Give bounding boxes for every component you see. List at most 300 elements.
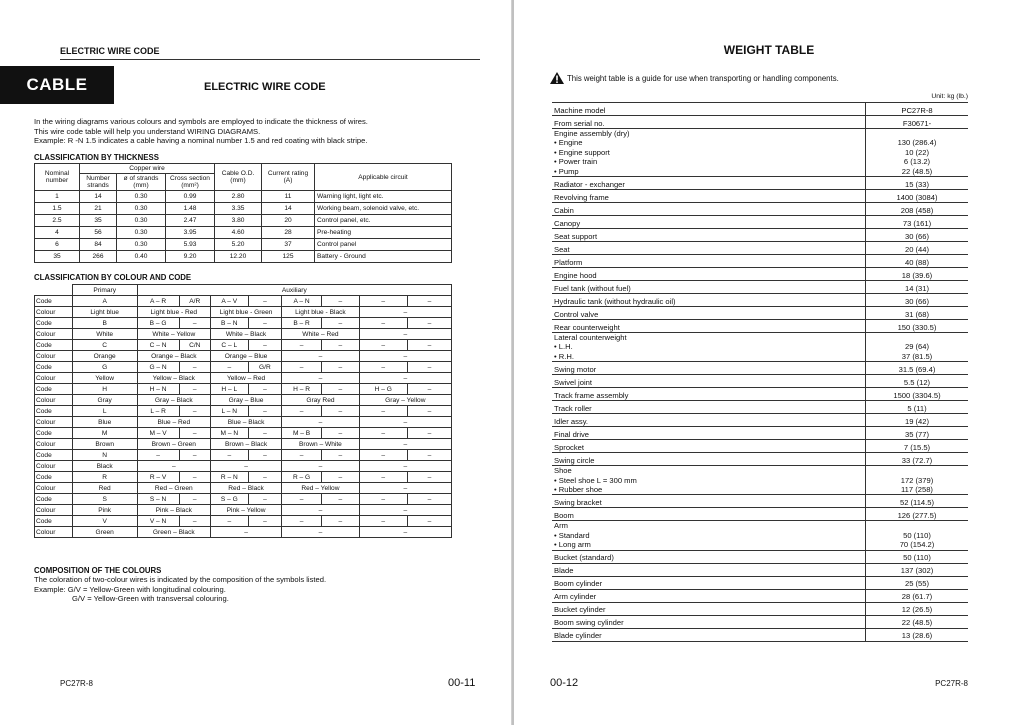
table-cell: 3.95 bbox=[166, 227, 215, 239]
item-label: Platform bbox=[554, 257, 583, 267]
value-cell: 7 (15.5) bbox=[866, 440, 969, 453]
table-row bbox=[552, 375, 968, 388]
table-cell: Pink – Yellow bbox=[210, 505, 281, 516]
row-label: Code bbox=[35, 472, 73, 483]
item-cell bbox=[552, 229, 866, 242]
table-cell: – bbox=[359, 417, 451, 428]
table-cell: – bbox=[248, 340, 282, 351]
value-cell: 28 (61.7) bbox=[866, 589, 969, 602]
value-cell: F30671- bbox=[866, 116, 969, 129]
table-cell: White – Yellow bbox=[137, 329, 210, 340]
table-cell: – bbox=[359, 450, 407, 461]
bullet-icon: • bbox=[554, 138, 559, 148]
item-label: Boom cylinder bbox=[554, 579, 603, 589]
table-cell: 84 bbox=[80, 239, 117, 251]
table-cell: 4.60 bbox=[215, 227, 262, 239]
sub-item-label: Standard bbox=[558, 530, 590, 540]
sub-value: 6 (13.2) bbox=[903, 157, 931, 167]
running-header: ELECTRIC WIRE CODE bbox=[60, 46, 160, 56]
table-cell: M – N bbox=[210, 428, 248, 439]
table-cell: M bbox=[72, 428, 137, 439]
item-cell bbox=[552, 628, 866, 641]
sub-value: 29 (64) bbox=[904, 342, 930, 352]
item-cell bbox=[552, 589, 866, 602]
table-cell: A/R bbox=[179, 296, 210, 307]
table-cell: – bbox=[359, 428, 407, 439]
table-cell: 9.20 bbox=[166, 251, 215, 263]
sub-item-label: Power train bbox=[558, 157, 598, 167]
item-cell bbox=[552, 103, 866, 116]
table-cell: B – N bbox=[210, 318, 248, 329]
table-cell: – bbox=[210, 527, 281, 538]
th-primary: Primary bbox=[72, 285, 137, 296]
item-label: From serial no. bbox=[554, 118, 605, 128]
table-cell: L – N bbox=[210, 406, 248, 417]
th-rating: Current rating (A) bbox=[262, 164, 315, 191]
table-cell: Red – Yellow bbox=[282, 483, 360, 494]
value-cell: 33 (72.7) bbox=[866, 453, 969, 466]
table-cell: White bbox=[72, 329, 137, 340]
table-cell: 2.80 bbox=[215, 191, 262, 203]
table-row bbox=[552, 103, 968, 116]
table-cell: A – N bbox=[282, 296, 322, 307]
item-label: Swivel joint bbox=[554, 377, 592, 387]
intro-text bbox=[34, 117, 464, 146]
table-cell: Orange – Black bbox=[137, 351, 210, 362]
table-cell: 0.30 bbox=[117, 191, 166, 203]
item-label: Canopy bbox=[554, 218, 581, 228]
row-label: Code bbox=[35, 384, 73, 395]
table-cell: S bbox=[72, 494, 137, 505]
table-cell: Gray Red bbox=[282, 395, 360, 406]
table-cell: – bbox=[359, 461, 451, 472]
table-cell: A bbox=[72, 296, 137, 307]
table-cell: Brown – White bbox=[282, 439, 360, 450]
item-label: Swing circle bbox=[554, 455, 595, 465]
item-label: Track frame assembly bbox=[554, 390, 629, 400]
table-cell: M – V bbox=[137, 428, 179, 439]
table-cell: – bbox=[321, 494, 359, 505]
table-row bbox=[552, 177, 968, 190]
table-cell: – bbox=[179, 318, 210, 329]
value-cell: 18 (39.6) bbox=[866, 268, 969, 281]
item-label: Blade bbox=[554, 566, 574, 576]
item-label: Rear counterweight bbox=[554, 322, 620, 332]
sub-item-label: Rubber shoe bbox=[558, 485, 603, 495]
table-cell: – bbox=[359, 362, 407, 373]
value-cell bbox=[866, 521, 969, 550]
table-cell: 12.20 bbox=[215, 251, 262, 263]
table-cell: – bbox=[210, 516, 248, 527]
bullet-icon: • bbox=[554, 540, 559, 550]
table-cell: – bbox=[179, 384, 210, 395]
item-label: Boom swing cylinder bbox=[554, 618, 624, 628]
table-row bbox=[35, 428, 452, 439]
value-spacer bbox=[868, 129, 966, 138]
sub-value: 37 (81.5) bbox=[901, 351, 933, 361]
table-cell: – bbox=[321, 406, 359, 417]
table-row bbox=[552, 427, 968, 440]
bullet-icon: • bbox=[554, 166, 559, 176]
sub-item bbox=[554, 138, 863, 147]
sub-item-label: R.H. bbox=[558, 351, 574, 361]
table-row bbox=[552, 362, 968, 375]
table-cell: 0.99 bbox=[166, 191, 215, 203]
table-cell: N bbox=[72, 450, 137, 461]
table-cell: Control panel, etc. bbox=[315, 215, 452, 227]
row-label: Code bbox=[35, 362, 73, 373]
item-label: Seat support bbox=[554, 231, 598, 241]
table-row bbox=[35, 472, 452, 483]
table-row bbox=[552, 116, 968, 129]
table-cell: H – R bbox=[282, 384, 322, 395]
right-page bbox=[514, 0, 1024, 725]
th-diam: ø of strands (mm) bbox=[117, 174, 166, 191]
table-cell: Brown bbox=[72, 439, 137, 450]
row-label: Code bbox=[35, 494, 73, 505]
table-cell: Control panel bbox=[315, 239, 452, 251]
table-cell: V – N bbox=[137, 516, 179, 527]
table-row bbox=[35, 373, 452, 384]
bullet-icon: • bbox=[554, 157, 559, 167]
table-row bbox=[35, 215, 452, 227]
table-row bbox=[552, 495, 968, 508]
row-label: Colour bbox=[35, 351, 73, 362]
value-cell: 25 (55) bbox=[866, 576, 969, 589]
weight-table-title: WEIGHT TABLE bbox=[723, 43, 815, 57]
table-cell: – bbox=[179, 516, 210, 527]
value-cell: 1400 (3084) bbox=[866, 190, 969, 203]
sub-item-label: Engine bbox=[558, 138, 583, 148]
table-cell: Gray – Blue bbox=[210, 395, 281, 406]
table-row bbox=[35, 505, 452, 516]
sub-item bbox=[554, 485, 863, 494]
table-row bbox=[552, 550, 968, 563]
item-cell bbox=[552, 508, 866, 521]
table-cell: – bbox=[248, 472, 282, 483]
table-cell: – bbox=[282, 362, 322, 373]
item-cell bbox=[552, 563, 866, 576]
page-title: ELECTRIC WIRE CODE bbox=[204, 81, 326, 93]
table-row bbox=[552, 229, 968, 242]
table-cell: Gray bbox=[72, 395, 137, 406]
table-cell: – bbox=[407, 362, 451, 373]
item-cell bbox=[552, 333, 866, 362]
item-cell bbox=[552, 216, 866, 229]
table-cell: 0.30 bbox=[117, 239, 166, 251]
table-row bbox=[35, 362, 452, 373]
table-cell: – bbox=[179, 428, 210, 439]
item-cell bbox=[552, 495, 866, 508]
bullet-icon: • bbox=[554, 485, 559, 495]
table-cell: – bbox=[407, 406, 451, 417]
table-cell: A – R bbox=[137, 296, 179, 307]
th-cross: Cross section (mm²) bbox=[166, 174, 215, 191]
table-cell: – bbox=[248, 450, 282, 461]
table-cell: R bbox=[72, 472, 137, 483]
table-row bbox=[35, 296, 452, 307]
table-row bbox=[552, 521, 968, 550]
item-label: Control valve bbox=[554, 309, 599, 319]
item-cell bbox=[552, 129, 866, 177]
table-cell: 0.30 bbox=[117, 227, 166, 239]
table-cell: – bbox=[359, 527, 451, 538]
header-rule bbox=[60, 59, 480, 60]
table-cell: – bbox=[359, 439, 451, 450]
sub-item bbox=[554, 157, 863, 166]
table-cell: H – L bbox=[210, 384, 248, 395]
table-cell: 125 bbox=[262, 251, 315, 263]
value-cell: 150 (330.5) bbox=[866, 320, 969, 333]
item-cell bbox=[552, 320, 866, 333]
item-cell bbox=[552, 242, 866, 255]
table-cell: 266 bbox=[80, 251, 117, 263]
table-cell: White – Red bbox=[282, 329, 360, 340]
note-text: This weight table is a guide for use when transporting or handling components. bbox=[567, 73, 839, 83]
table-cell: Red – Black bbox=[210, 483, 281, 494]
th-strands: Number strands bbox=[80, 174, 117, 191]
table-cell: Blue bbox=[72, 417, 137, 428]
item-cell bbox=[552, 440, 866, 453]
table-cell: – bbox=[407, 450, 451, 461]
value-cell: 31.5 (69.4) bbox=[866, 362, 969, 375]
sub-value: 130 (286.4) bbox=[897, 138, 937, 148]
table-cell: H bbox=[72, 384, 137, 395]
table-cell: 1.5 bbox=[35, 203, 80, 215]
item-label: Machine model bbox=[554, 105, 606, 115]
row-label: Colour bbox=[35, 417, 73, 428]
table-cell: Yellow – Red bbox=[210, 373, 281, 384]
row-label: Code bbox=[35, 516, 73, 527]
table-cell: – bbox=[407, 318, 451, 329]
table-cell: 3.80 bbox=[215, 215, 262, 227]
value-cell: 22 (48.5) bbox=[866, 615, 969, 628]
table-cell: – bbox=[248, 428, 282, 439]
table-cell: 0.40 bbox=[117, 251, 166, 263]
table-cell: – bbox=[282, 527, 360, 538]
item-cell bbox=[552, 615, 866, 628]
table-row bbox=[552, 602, 968, 615]
sub-item bbox=[554, 148, 863, 157]
table-row bbox=[35, 461, 452, 472]
sub-item-label: L.H. bbox=[558, 342, 573, 352]
item-label: Bucket (standard) bbox=[554, 553, 614, 563]
table-cell: C – L bbox=[210, 340, 248, 351]
table-cell: C bbox=[72, 340, 137, 351]
table-cell: L bbox=[72, 406, 137, 417]
table-cell: Red – Green bbox=[137, 483, 210, 494]
sub-item-label: Engine support bbox=[558, 147, 610, 157]
table-row bbox=[35, 483, 452, 494]
table-cell: 5.20 bbox=[215, 239, 262, 251]
table-cell: – bbox=[282, 516, 322, 527]
value-cell bbox=[866, 333, 969, 362]
table-row bbox=[35, 307, 452, 318]
intro-line: This wire code table will help you understand WIRING DIAGRAMS. bbox=[34, 126, 261, 136]
row-label: Code bbox=[35, 318, 73, 329]
table-row bbox=[552, 508, 968, 521]
table-cell: – bbox=[210, 450, 248, 461]
value-cell: 5.5 (12) bbox=[866, 375, 969, 388]
table-row bbox=[35, 384, 452, 395]
table-cell: Gray – Black bbox=[137, 395, 210, 406]
thickness-table bbox=[34, 163, 452, 263]
row-label: Colour bbox=[35, 461, 73, 472]
th-nominal: Nominal number bbox=[35, 164, 80, 191]
item-label: Idler assy. bbox=[554, 416, 589, 426]
bullet-icon: • bbox=[554, 475, 559, 485]
row-label: Code bbox=[35, 296, 73, 307]
table-row bbox=[552, 453, 968, 466]
item-label: Radiator - exchanger bbox=[554, 179, 625, 189]
table-cell: G/R bbox=[248, 362, 282, 373]
item-cell bbox=[552, 307, 866, 320]
table-cell: R – N bbox=[210, 472, 248, 483]
bullet-icon: • bbox=[554, 351, 559, 361]
table-cell: – bbox=[210, 461, 281, 472]
item-cell bbox=[552, 414, 866, 427]
section-tab: CABLE bbox=[0, 66, 114, 104]
table-cell: – bbox=[359, 483, 451, 494]
table-cell: – bbox=[359, 318, 407, 329]
corner-cell bbox=[35, 285, 73, 296]
table-cell: – bbox=[359, 516, 407, 527]
item-cell bbox=[552, 550, 866, 563]
table-cell: 14 bbox=[262, 203, 315, 215]
table-cell: 14 bbox=[80, 191, 117, 203]
table-cell: – bbox=[359, 307, 451, 318]
table-cell: 28 bbox=[262, 227, 315, 239]
value-cell: 30 (66) bbox=[866, 294, 969, 307]
table-cell: – bbox=[282, 373, 360, 384]
value-cell bbox=[866, 129, 969, 177]
table-cell: – bbox=[248, 296, 282, 307]
composition-line: G/V = Yellow-Green with transversal colouring. bbox=[72, 594, 229, 604]
item-label: Swing bracket bbox=[554, 498, 602, 508]
item-label: Shoe bbox=[554, 466, 572, 476]
table-row bbox=[552, 203, 968, 216]
table-cell: S – G bbox=[210, 494, 248, 505]
th-auxiliary: Auxiliary bbox=[137, 285, 451, 296]
table-row bbox=[552, 333, 968, 362]
weight-table bbox=[552, 102, 968, 642]
table-cell: – bbox=[321, 340, 359, 351]
sub-value: 10 (22) bbox=[904, 147, 930, 157]
item-label: Lateral counterweight bbox=[554, 333, 627, 343]
item-cell bbox=[552, 466, 866, 495]
sub-value: 50 (110) bbox=[903, 530, 931, 540]
item-cell bbox=[552, 255, 866, 268]
footer-model: PC27R-8 bbox=[60, 679, 93, 688]
unit-label: Unit: kg (lb.) bbox=[931, 93, 968, 100]
table-row bbox=[35, 203, 452, 215]
table-cell: Pink – Black bbox=[137, 505, 210, 516]
page-number: 00-12 bbox=[550, 677, 579, 689]
table-cell: – bbox=[282, 505, 360, 516]
row-label: Colour bbox=[35, 483, 73, 494]
table-cell: – bbox=[407, 340, 451, 351]
item-label: Boom bbox=[554, 511, 574, 521]
table-row bbox=[552, 281, 968, 294]
table-row bbox=[35, 191, 452, 203]
item-cell bbox=[552, 521, 866, 550]
table-cell: 1 bbox=[35, 191, 80, 203]
table-cell: Yellow – Black bbox=[137, 373, 210, 384]
row-label: Colour bbox=[35, 439, 73, 450]
table-row bbox=[552, 216, 968, 229]
item-cell bbox=[552, 116, 866, 129]
table-cell: 11 bbox=[262, 191, 315, 203]
table-row bbox=[35, 251, 452, 263]
item-label: Fuel tank (without fuel) bbox=[554, 283, 631, 293]
table-row bbox=[35, 516, 452, 527]
table-cell: – bbox=[359, 340, 407, 351]
item-cell bbox=[552, 401, 866, 414]
table-cell: – bbox=[359, 351, 451, 362]
table-cell: Black bbox=[72, 461, 137, 472]
page-number: 00-11 bbox=[448, 677, 476, 689]
item-label: Sprocket bbox=[554, 442, 584, 452]
table-cell: – bbox=[248, 318, 282, 329]
table-cell: Brown – Black bbox=[210, 439, 281, 450]
table-cell: – bbox=[248, 406, 282, 417]
table-cell: Battery - Ground bbox=[315, 251, 452, 263]
table-cell: – bbox=[282, 340, 322, 351]
table-row bbox=[35, 329, 452, 340]
value-spacer bbox=[868, 333, 966, 342]
table-cell: Orange – Blue bbox=[210, 351, 281, 362]
table-cell: H – G bbox=[359, 384, 407, 395]
row-label: Code bbox=[35, 340, 73, 351]
table-cell: Blue – Black bbox=[210, 417, 281, 428]
table-row bbox=[552, 414, 968, 427]
table-cell: White – Black bbox=[210, 329, 281, 340]
table-cell: 0.30 bbox=[117, 215, 166, 227]
item-label: Bucket cylinder bbox=[554, 605, 606, 615]
table-cell: G – N bbox=[137, 362, 179, 373]
bullet-icon: • bbox=[554, 530, 559, 540]
sub-item bbox=[554, 540, 863, 549]
composition-line: The coloration of two-colour wires is indicated by the composition of the symbols listed. bbox=[34, 575, 327, 584]
value-cell: 50 (110) bbox=[866, 550, 969, 563]
table-cell: – bbox=[359, 329, 451, 340]
table-cell: 0.30 bbox=[117, 203, 166, 215]
value-cell: 13 (28.6) bbox=[866, 628, 969, 641]
sub-value: 70 (154.2) bbox=[899, 540, 935, 550]
table-cell: 2.47 bbox=[166, 215, 215, 227]
table-cell: L – R bbox=[137, 406, 179, 417]
table-row bbox=[552, 615, 968, 628]
table-row bbox=[552, 190, 968, 203]
sub-item-label: Steel shoe L = 300 mm bbox=[558, 475, 637, 485]
table-cell: V bbox=[72, 516, 137, 527]
table-cell: 4 bbox=[35, 227, 80, 239]
value-cell: 35 (77) bbox=[866, 427, 969, 440]
bullet-icon: • bbox=[554, 342, 559, 352]
table-cell: Green – Black bbox=[137, 527, 210, 538]
bullet-icon: • bbox=[554, 147, 559, 157]
item-label: Swing motor bbox=[554, 364, 597, 374]
table-cell: – bbox=[359, 406, 407, 417]
table-cell: 35 bbox=[35, 251, 80, 263]
table-cell: – bbox=[321, 384, 359, 395]
table-cell: – bbox=[321, 428, 359, 439]
th-app: Applicable circuit bbox=[315, 164, 452, 191]
table-cell: – bbox=[321, 472, 359, 483]
table-cell: Working beam, solenoid valve, etc. bbox=[315, 203, 452, 215]
item-cell bbox=[552, 294, 866, 307]
table-row bbox=[552, 294, 968, 307]
